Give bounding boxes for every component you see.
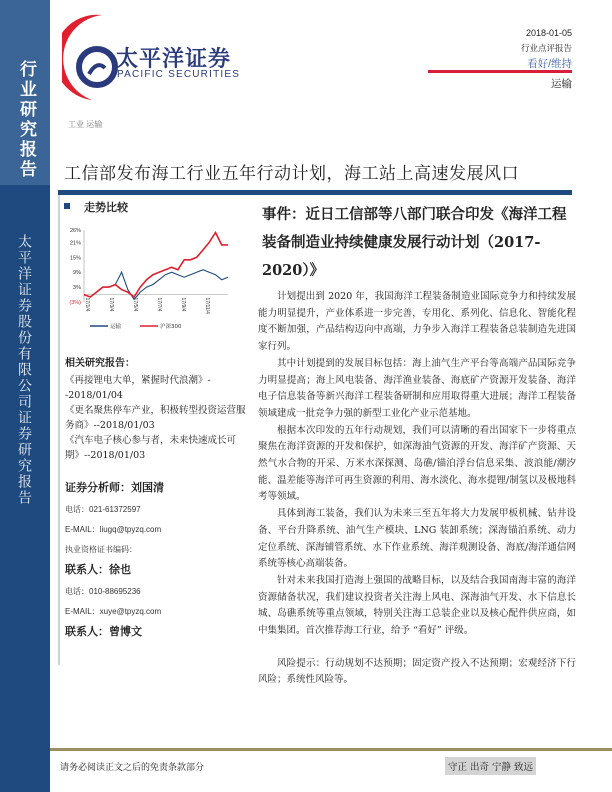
left-column [65, 356, 249, 639]
related-item[interactable]: 《再接锂电大单，紧握时代浪潮》--2018/01/04 [65, 375, 211, 401]
body-text [258, 289, 576, 689]
paragraph: 根据本次印发的五年行动规划，我们可以清晰的看出国家下一步将重点聚焦在海洋资源的开发和保护，如深海油气资源的开发、海洋矿产资源、天然气水合物的开采、万米水深探测、岛礁/锚泊浮台信息采集、波浪能/潮汐能、温差能等海洋可再生资源的利用、海水淡化、海水提锂/制氢以及极地科考等领域。 [258, 424, 576, 503]
trend-chart [60, 225, 232, 333]
y-tick-label: 3% [73, 285, 81, 292]
analyst-phone: 电话：021-61372597 [65, 505, 141, 514]
x-tick-label: 17/3/4 [108, 297, 114, 312]
series-line-1 [84, 233, 228, 298]
logo-text-cn: 太平洋证券 [116, 47, 232, 72]
logo-text-en: PACIFIC SECURITIES [117, 69, 241, 80]
x-tick-label: 17/11/4 [204, 297, 210, 314]
contact1-phone: 电话：010-88695236 [65, 587, 141, 596]
legend-label: 沪深300 [160, 324, 182, 330]
analyst-email[interactable]: E-MAIL：liugq@tpyzq.com [65, 525, 162, 534]
paragraph: 计划提出到 2020 年，我国海洋工程装备制造业国际竞争力和持续发展能力明显提升，产业体系进一步完善，专用化、系列化、信息化、智能化程度不断加强，产品结构迈向中高端，力争步入海洋工程装备总装制造先进国家行列。 [258, 291, 576, 353]
sidebar-company: 太平洋证券股份有限公司证券研究报告 [16, 234, 32, 506]
x-tick-label: 17/1/4 [84, 297, 90, 312]
paragraph: 其中计划提到的发展目标包括：海上油气生产平台等高端产品国际竞争力明显提高；海上风电装备、海洋渔业装备、海底矿产资源开发装备、海洋电子信息装备等新兴海洋工程装备研制和应用取得重大进展；海洋工程装备领域建成一批竞争力强的新型工业化产业示范基地。 [258, 357, 576, 419]
y-tick-label: 21% [69, 240, 81, 247]
related-list [65, 373, 249, 463]
chart-heading: 走势比较 [84, 201, 128, 214]
risk-paragraph: 风险提示：行动规划不达预期；固定资产投入不达预期；宏观经济下行风险；系统性风险等。 [258, 657, 576, 686]
y-tick-label: 15% [69, 255, 81, 262]
page-title: 工信部发布海工行业五年行动计划，海工站上高速发展风口 [64, 164, 519, 184]
square-bullet-icon [64, 203, 70, 209]
related-item[interactable]: 《更名聚焦停车产业，积极转型投资运营服务商》--2018/01/03 [65, 405, 246, 431]
y-tick-label: 9% [73, 270, 81, 277]
report-date: 2018-01-05 [525, 28, 572, 38]
footer-divider [50, 748, 612, 751]
category-path: 工业 运输 [68, 120, 103, 129]
analyst-cert: 执业资格证书编码： [65, 545, 137, 554]
x-tick-label: 17/7/4 [156, 297, 162, 312]
event-heading: 事件：近日工信部等八部门联合印发《海洋工程装备制造业持续健康发展行动计划（2017-2020）》 [262, 206, 567, 279]
title-bar [58, 190, 572, 195]
contact1-email[interactable]: E-MAIL：xuye@tpyzq.com [65, 607, 162, 616]
sector: 运输 [551, 78, 572, 90]
contact2-name: 联系人：曾博文 [65, 625, 142, 638]
paragraph: 具体到海工装备，我们认为未来三至五年将大力发展甲板机械、钻井设备、平台升降系统、油气生产模块、LNG 装卸系统；深海锚泊系统、动力定位系统、深海铺管系统、水下作业系统、海洋观测设备、海底/海洋通信网系统等核心高端装备。 [258, 508, 576, 570]
x-tick-label: 17/9/4 [180, 297, 186, 312]
analyst-name: 证券分析师：刘国清 [65, 481, 164, 494]
divider [428, 70, 572, 73]
y-tick-label: (3%) [69, 300, 81, 306]
paragraph: 针对未来我国打造海上强国的战略目标，以及结合我国南海丰富的海洋资源储备状况，我们建议投资者关注海上风电、深海油气开发、水下信息长城、岛礁系统等重点领域，特别关注海工总装企业以及核心配件供应商，如中集集团。首次推荐海工行业，给予 “看好” 评级。 [258, 574, 576, 637]
right-column [258, 201, 576, 689]
report-type: 行业点评报告 [520, 43, 572, 53]
logo-icon [62, 12, 118, 102]
contact1-name: 联系人：徐也 [65, 563, 131, 576]
legend-label: 运输 [110, 324, 122, 330]
footer-motto: 守正 出奇 宁静 致远 [445, 757, 536, 775]
rating: 看好/维持 [527, 58, 572, 70]
related-item[interactable]: 《汽车电子核心参与者，未来快速成长可期》--2018/01/03 [65, 435, 237, 461]
x-tick-label: 17/5/4 [132, 297, 138, 312]
related-heading: 相关研究报告： [65, 358, 135, 369]
footer-disclaimer: 请务必阅读正文之后的免责条款部分 [60, 763, 205, 773]
sidebar-title: 行业研究报告 [16, 60, 36, 180]
y-tick-label: 26% [69, 228, 81, 234]
